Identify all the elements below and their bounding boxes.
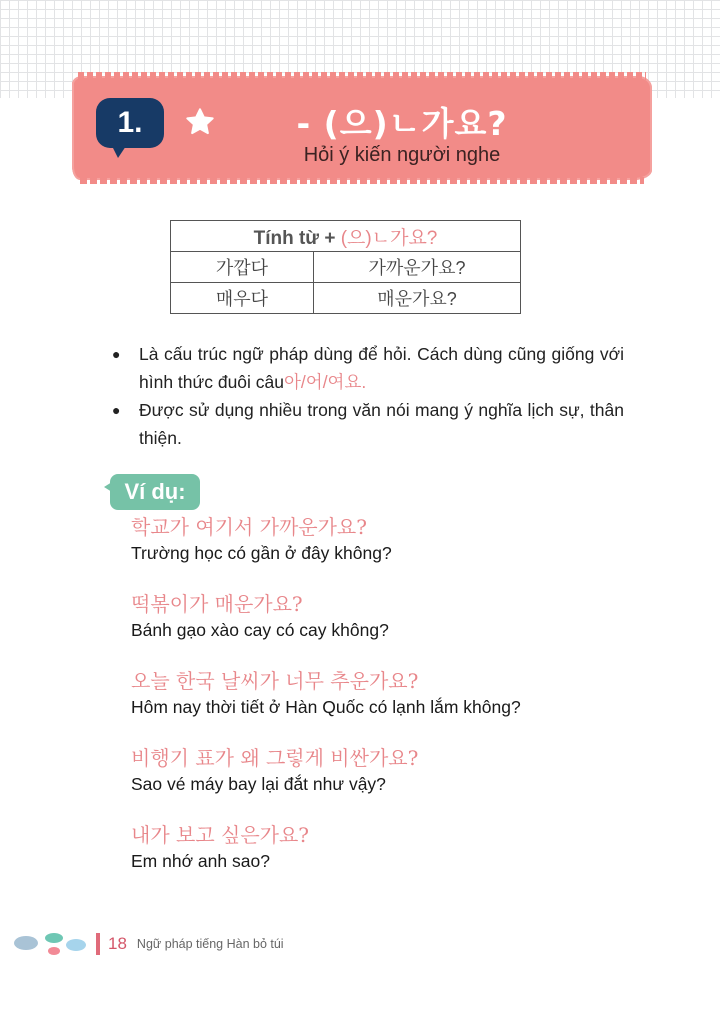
page-number: 18	[108, 934, 127, 953]
grammar-subtitle: Hỏi ý kiến người nghe	[303, 144, 501, 166]
grammar-title: - (으)ㄴ가요?	[296, 104, 508, 143]
bullet-text-main: Là cấu trúc ngữ pháp dùng để hỏi. Cách dùng cũng giống với hình thức đuôi câu	[139, 344, 624, 392]
table-header-label: Tính từ +	[253, 227, 336, 249]
bullet-text	[139, 340, 624, 396]
base-form: 매우다	[171, 283, 314, 314]
list-item	[131, 821, 611, 898]
bullet-icon: ●	[112, 402, 121, 418]
example-vietnamese: Hôm nay thời tiết ở Hàn Quốc có lạnh lắm không?	[131, 697, 521, 717]
example-korean: 내가 보고 싶은가요?	[131, 823, 309, 847]
example-korean: 오늘 한국 날씨가 너무 추운가요?	[131, 669, 419, 693]
conjugated-form: 가까운가요?	[314, 252, 521, 283]
table-row	[171, 283, 521, 314]
table-header	[171, 221, 521, 252]
bullet-item	[112, 396, 624, 452]
example-vietnamese: Em nhớ anh sao?	[131, 851, 270, 871]
lesson-number: 1.	[117, 106, 143, 139]
clouds-icon	[12, 930, 92, 958]
conjugation-table	[170, 220, 521, 314]
list-item	[131, 667, 611, 744]
usage-notes	[112, 340, 624, 452]
example-list	[131, 513, 611, 898]
example-vietnamese: Bánh gạo xào cay có cay không?	[131, 620, 389, 640]
page-footer	[12, 930, 284, 958]
conjugated-form: 매운가요?	[314, 283, 521, 314]
table-row	[171, 252, 521, 283]
base-form: 가깝다	[171, 252, 314, 283]
table-header-row	[171, 221, 521, 252]
example-vietnamese: Trường học có gần ở đây không?	[131, 543, 392, 563]
list-item	[131, 513, 611, 590]
bullet-highlight: 아/어/여요.	[284, 372, 367, 392]
bullet-item	[112, 340, 624, 396]
list-item	[131, 744, 611, 821]
bullet-text: Được sử dụng nhiều trong văn nói mang ý nghĩa lịch sự, thân thiện.	[139, 400, 624, 448]
footer-divider	[96, 933, 100, 955]
example-korean: 떡볶이가 매운가요?	[131, 592, 303, 616]
star-icon	[184, 106, 216, 138]
book-title: Ngữ pháp tiếng Hàn bỏ túi	[136, 937, 284, 951]
example-korean: 학교가 여기서 가까운가요?	[131, 515, 367, 539]
example-korean: 비행기 표가 왜 그렇게 비싼가요?	[131, 746, 419, 770]
table-header-pattern: (으)ㄴ가요?	[340, 227, 438, 249]
example-vietnamese: Sao vé máy bay lại đắt như vậy?	[131, 774, 386, 794]
lesson-banner	[72, 76, 652, 180]
example-label: Ví dụ:	[110, 474, 200, 510]
bullet-icon: ●	[112, 346, 121, 362]
speech-bubble-icon	[96, 98, 164, 148]
list-item	[131, 590, 611, 667]
